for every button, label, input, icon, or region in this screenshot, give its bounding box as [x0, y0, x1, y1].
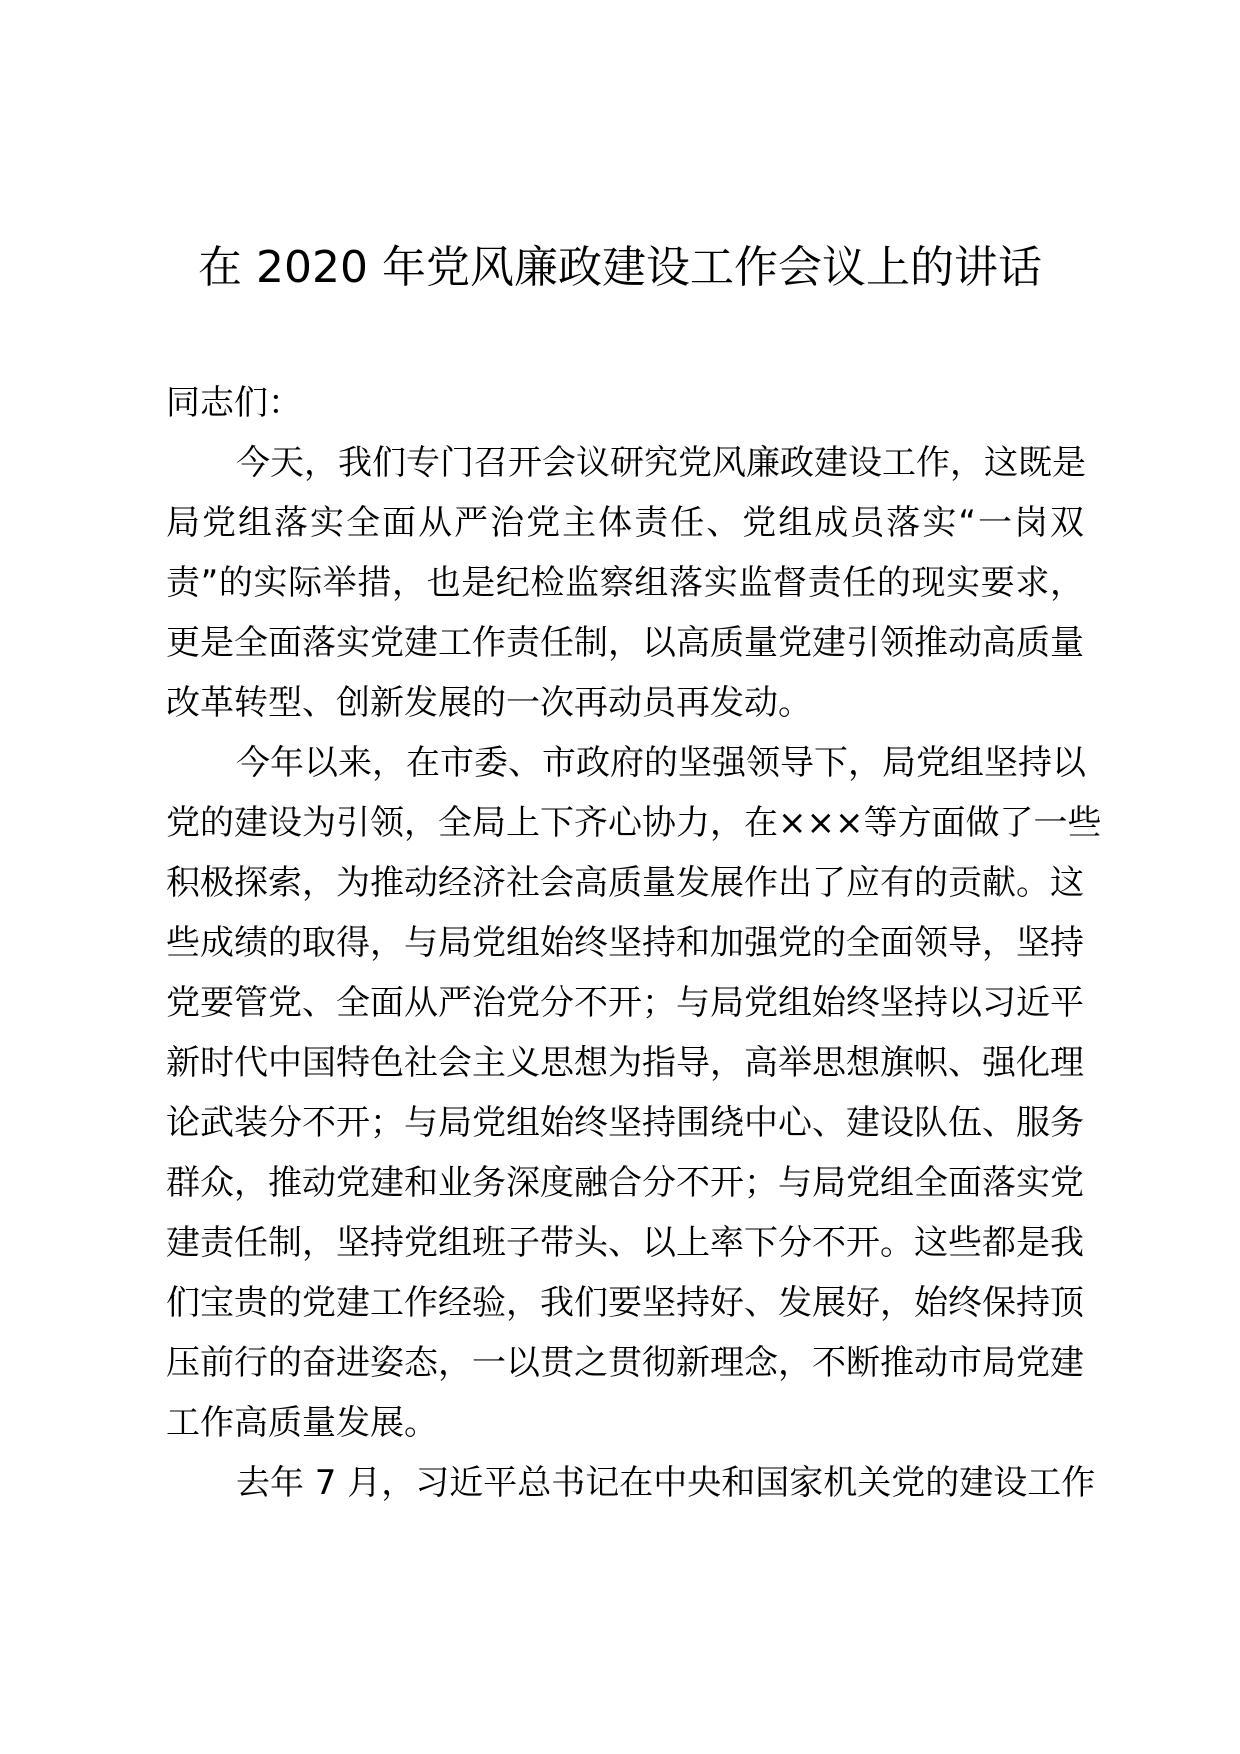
paragraph-line: 群众，推动党建和业务深度融合分不开；与局党组全面落实党 — [166, 1163, 1084, 1203]
paragraph-1 — [166, 433, 1084, 733]
document-title: 在 2020 年党风廉政建设工作会议上的讲话 — [198, 242, 1042, 293]
paragraph-line: 们宝贵的党建工作经验，我们要坚持好、发展好，始终保持顶 — [166, 1283, 1084, 1323]
salutation: 同志们： — [166, 383, 302, 423]
paragraph-line: 工作高质量发展。 — [166, 1403, 438, 1443]
paragraph-line: 责”的实际举措，也是纪检监察组落实监督责任的现实要求， — [166, 563, 1084, 603]
paragraph-3 — [166, 1453, 1096, 1513]
paragraph-line: 今天，我们专门召开会议研究党风廉政建设工作，这既是 — [236, 443, 1086, 483]
paragraph-line: 更是全面落实党建工作责任制，以高质量党建引领推动高质量 — [166, 623, 1084, 663]
paragraph-line: 党的建设为引领，全局上下齐心协力，在×××等方面做了一些 — [166, 803, 1102, 843]
paragraph-line: 局党组落实全面从严治党主体责任、党组成员落实“一岗双 — [166, 503, 1084, 543]
paragraph-line: 新时代中国特色社会主义思想为指导，高举思想旗帜、强化理 — [166, 1043, 1084, 1083]
paragraph-line: 今年以来，在市委、市政府的坚强领导下，局党组坚持以 — [236, 743, 1086, 783]
paragraph-line: 改革转型、创新发展的一次再动员再发动。 — [166, 683, 812, 723]
paragraph-line: 压前行的奋进姿态，一以贯之贯彻新理念，不断推动市局党建 — [166, 1343, 1084, 1383]
paragraph-line: 党要管党、全面从严治党分不开；与局党组始终坚持以习近平 — [166, 983, 1084, 1023]
paragraph-line: 论武装分不开；与局党组始终坚持围绕中心、建设队伍、服务 — [166, 1103, 1084, 1143]
document-body — [166, 373, 1102, 1513]
paragraph-line: 去年 7 月，习近平总书记在中央和国家机关党的建设工作 — [236, 1463, 1096, 1503]
paragraph-line: 积极探索，为推动经济社会高质量发展作出了应有的贡献。这 — [166, 863, 1084, 903]
paragraph-line: 些成绩的取得，与局党组始终坚持和加强党的全面领导，坚持 — [166, 923, 1084, 963]
paragraph-line: 建责任制，坚持党组班子带头、以上率下分不开。这些都是我 — [166, 1223, 1084, 1263]
paragraph-2 — [166, 733, 1102, 1453]
